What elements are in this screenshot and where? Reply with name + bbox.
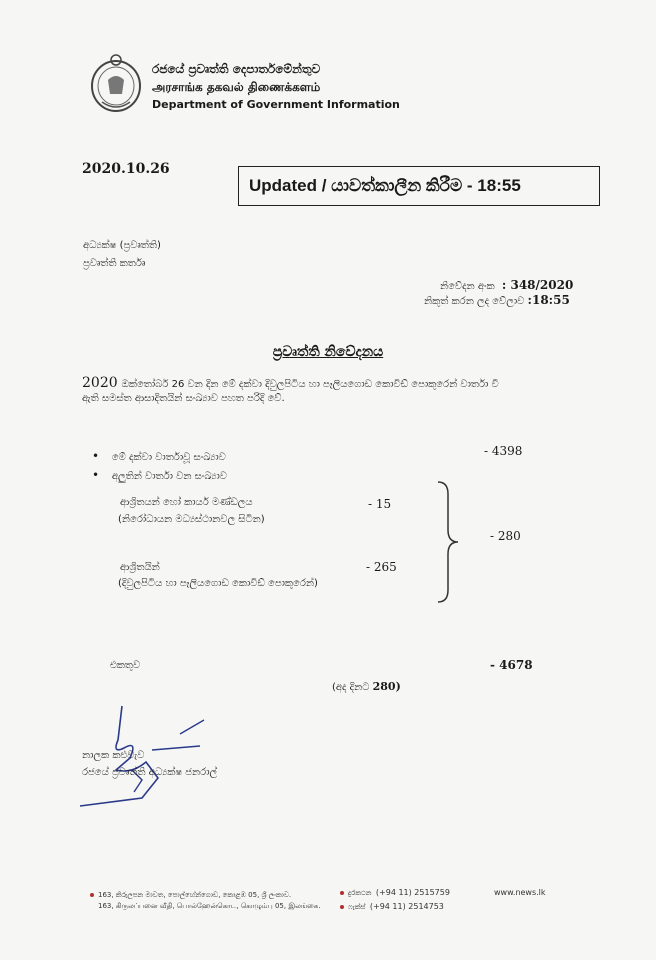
breakdown-subtotal: - 280 [490,529,521,543]
release-number [440,278,573,292]
breakdown-item-1-value: - 15 [368,497,392,511]
update-box: Updated / යාවත්කාලීන කිරීම - 18:55 [238,166,600,206]
release-number-value: : 348/2020 [501,278,574,292]
paragraph-text-1: ඔක්තෝබර් 26 වන දින මේ දක්වා දිවුලපිටිය හා පෑලියගොඩ කොවිඩ් පොකුරෙන් වාර්තා වී [121,379,499,390]
bullet-icon: • [92,468,107,482]
footer-telephone [340,888,450,898]
today-count [332,680,401,693]
bullet-icon [90,893,94,897]
phone-icon [340,891,344,895]
release-time-value: :18:55 [527,293,570,307]
release-time-label: නිකුත් කරන ලද වේලාව [424,296,525,307]
breakdown-item-2-label: ආශ්‍රිතයින් [120,562,160,573]
address-sinhala: 163, කිරුලපන මාවත, පොල්හේන්ගොඩ, කොළඹ 05, ශ්‍රී ලංකාව. [98,891,292,899]
paragraph-line-2: ඇති සමස්ත ආසාදිතයින් සංඛ්‍යාව පහත පරිදි වේ. [82,393,285,404]
list-item-reported-total [92,445,226,464]
fax-icon [340,905,344,909]
tel-number: (+94 11) 2515759 [375,888,450,897]
fax-number: (+94 11) 2514753 [369,902,444,911]
tel-label: දුරකථන [348,889,372,897]
fax-label: ෆැක්ස් [348,903,366,911]
breakdown-item-2-sub: (දිවුලපිටිය හා පෑලියගොඩ කොවිඩ් පොකුරෙන්) [118,578,318,589]
breakdown-item-1-label: ආශ්‍රිතයන් හෝ කාර්ය මණ්ඩලය [120,497,253,508]
department-name-tamil: அரசாங்க தகவல் திணைக்களம் [152,80,321,94]
department-name-sinhala: රජයේ ප්‍රවෘත්ති දෙපාර්තමේන්තුව [152,62,321,76]
today-prefix: (අද දිනට [332,682,373,693]
paragraph-year: 2020 [82,375,118,391]
footer-address-tamil: 163, கிருலப்பனை வீதி, பொல்ஹேன்கொட, கொழும்பு 05, இலங்கை. [98,902,321,910]
government-emblem-icon [88,50,144,116]
footer-fax [340,902,444,912]
recipient-line-1: අධ්‍යක්ෂ (ප්‍රවෘත්ති) [83,240,161,251]
list-item-label: අලුතින් වාර්තා වන සංඛ්‍යාව [111,471,227,482]
paragraph-line-1 [82,375,582,391]
breakdown-item-2-value: - 265 [366,560,397,574]
today-suffix: ) [395,680,401,693]
signatory-name: නාලක කළුවැව [82,750,145,761]
recipient-line-2: ප්‍රවෘත්ති කර්තෘ [83,258,146,269]
total-value: - 4678 [490,658,533,672]
page-title: ප්‍රවෘත්ති නිවේදනය [272,344,384,360]
bullet-icon: • [92,449,107,463]
list-item-label: මේ දක්වා වාර්තාවූ සංඛ්‍යාව [111,452,226,463]
footer-address-sinhala [90,891,291,900]
release-number-label: නිවේදන අංක [440,281,495,292]
release-date: 2020.10.26 [82,161,170,177]
department-name-english: Department of Government Information [152,98,400,111]
signatory-title: රජයේ ප්‍රවෘත්ති අධ්‍යක්ෂ ජනරාල් [82,767,218,778]
right-brace-icon [436,480,466,604]
today-value: 280 [372,680,396,693]
release-time [424,293,570,307]
breakdown-item-1-sub: (නිරෝධායන මධ්‍යස්ථානවල සිටින) [118,514,265,525]
reported-total-value: - 4398 [484,444,523,458]
footer-website[interactable]: www.news.lk [494,888,546,897]
total-label: එකතුව [110,660,141,671]
list-item-new-cases [92,464,227,483]
